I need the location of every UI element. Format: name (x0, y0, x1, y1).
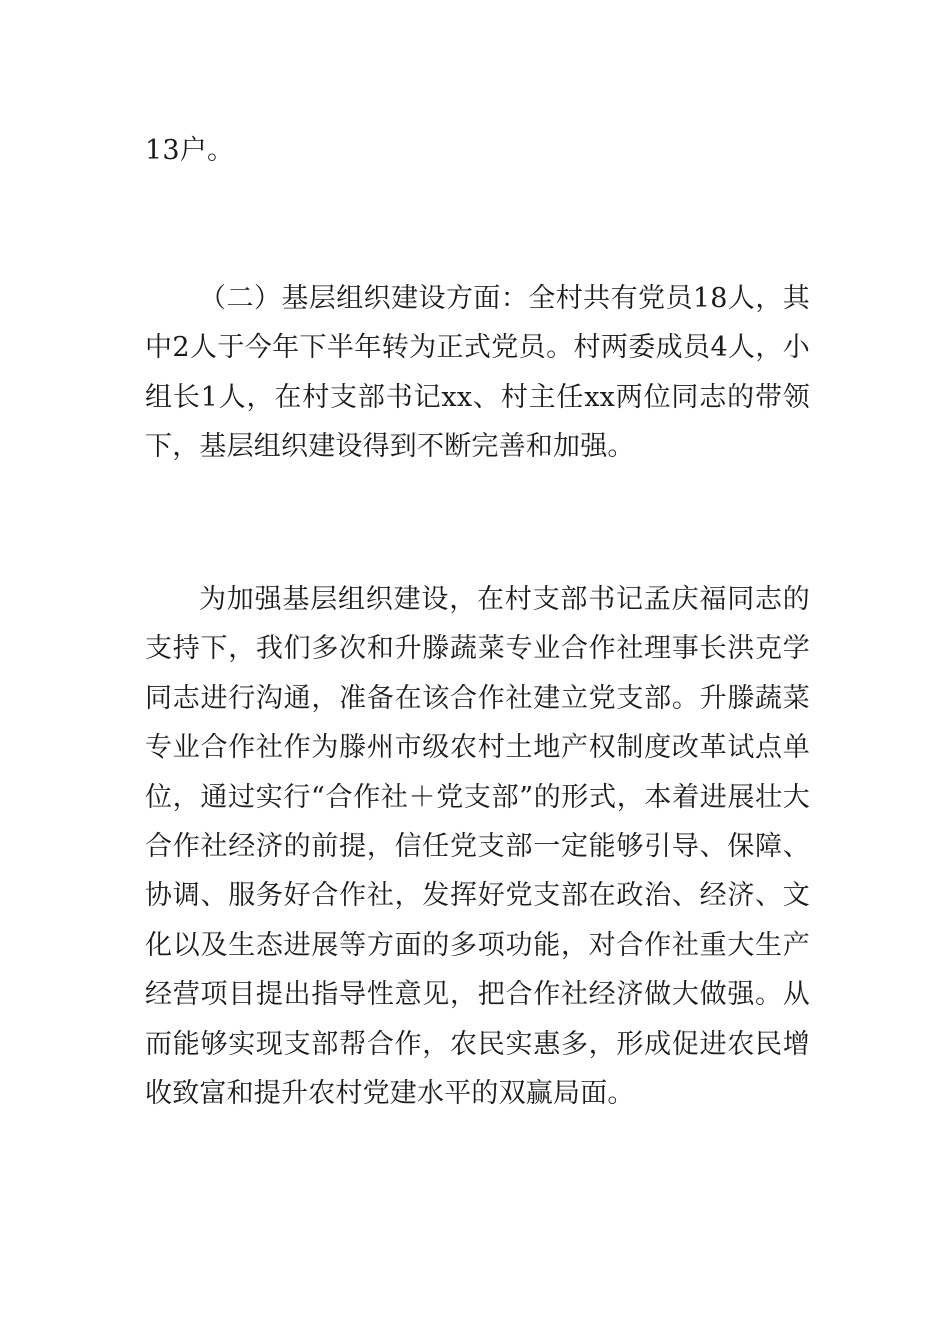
paragraph-grassroots-organization: （二）基层组织建设方面：全村共有党员18人，其中2人于今年下半年转为正式党员。村两委成员4人，小组长1人，在村支部书记xx、村主任xx两位同志的带领下，基层组织建设得到不断完善和加强。 (145, 283, 810, 463)
paragraph-party-branch-cooperative: 为加强基层组织建设，在村支部书记孟庆福同志的支持下，我们多次和升滕蔬菜专业合作社理事长洪克学同志进行沟通，准备在该合作社建立党支部。升滕蔬菜专业合作社作为滕州市级农村土地产权制度改革试点单位，通过实行“合作社＋党支部”的形式，本着进展壮大合作社经济的前提，信任党支部一定能够引导、保障、协调、服务好合作社，发挥好党支部在政治、经济、文化以及生态进展等方面的多项功能，对合作社重大生产经营项目提出指导性意见，把合作社经济做大做强。从而能够实现支部帮合作，农民实惠多，形成促进农民增收致富和提升农村党建水平的双赢局面。 (145, 584, 810, 1110)
paragraph-continuation: 13户。 (145, 135, 235, 166)
